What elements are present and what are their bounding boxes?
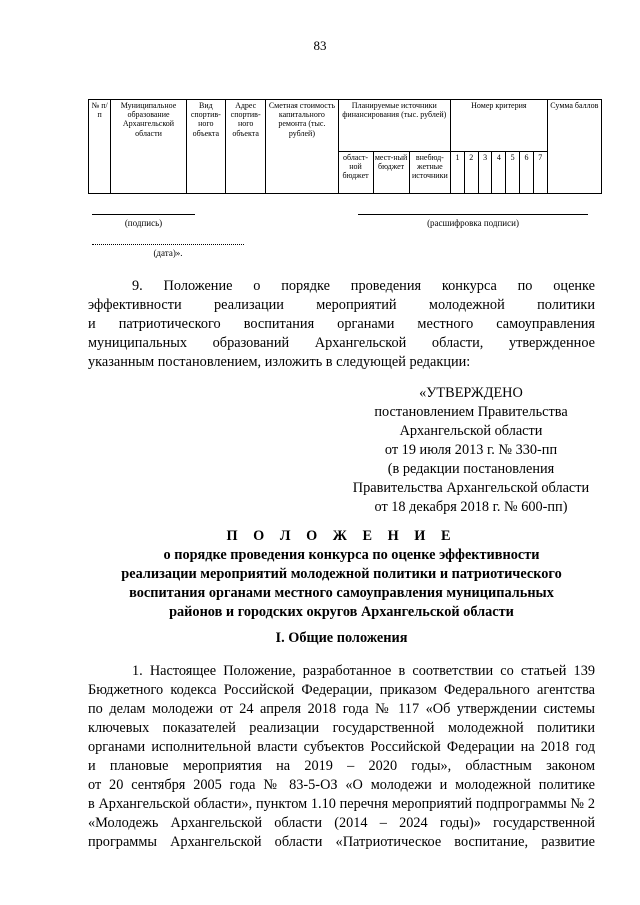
page-number: 83 bbox=[313, 38, 327, 53]
col-number: № п/п bbox=[89, 100, 111, 194]
paragraph-9-line: и патриотического воспитания органами местного самоуправления bbox=[88, 316, 595, 332]
col-object-address: Адрес спортив-ного объекта bbox=[225, 100, 265, 194]
approval-line: «УТВЕРЖДЕНО bbox=[419, 385, 523, 401]
paragraph-1-line: «Молодежь Архангельской области (2014 – 2024 годы)» государственной bbox=[88, 815, 595, 831]
paragraph-1-line: ключевых показателей реализации государственной молодежной политики bbox=[88, 720, 595, 736]
decode-line bbox=[358, 214, 588, 215]
approval-line: от 18 декабря 2018 г. № 600-пп) bbox=[374, 499, 568, 515]
subtitle-line: реализации мероприятий молодежной политики и патриотического bbox=[121, 566, 562, 582]
col-score-sum: Сумма баллов bbox=[547, 100, 601, 194]
subtitle-line: районов и городских округов Архангельской области bbox=[169, 604, 514, 620]
paragraph-9-line: указанным постановлением, изложить в следующей редакции: bbox=[88, 354, 471, 370]
criteria-table bbox=[88, 99, 602, 194]
paragraph-1-line: Бюджетного кодекса Российской Федерации, приказом Федерального агентства bbox=[88, 682, 595, 698]
approval-line: Архангельской области bbox=[399, 423, 543, 439]
col-funding-sources: Планируемые источники финансирования (тыс. рублей) bbox=[338, 100, 451, 152]
col-municipality: Муниципальное образование Архангельской области bbox=[111, 100, 186, 194]
paragraph-9-line: 9. Положение о порядке проведения конкурса по оценке bbox=[132, 278, 595, 294]
paragraph-1-line: в Архангельской области», пунктом 1.10 перечня мероприятий подпрограммы № 2 bbox=[88, 796, 595, 812]
paragraph-1-line: программы Архангельской области «Патриотическое воспитание, развитие bbox=[88, 834, 595, 850]
paragraph-9-line: муниципальных образований Архангельской области, утвержденное bbox=[88, 335, 595, 351]
criterion-2: 2 bbox=[464, 152, 478, 194]
approval-line: постановлением Правительства bbox=[374, 404, 568, 420]
section-title: I. Общие положения bbox=[275, 630, 408, 646]
approval-line: (в редакции постановления bbox=[387, 461, 555, 477]
criterion-1: 1 bbox=[451, 152, 465, 194]
col-repair-cost: Сметная стоимость капитального ремонта (тыс. рублей) bbox=[266, 100, 338, 194]
paragraph-1-line: 1. Настоящее Положение, разработанное в соответствии со статьей 139 bbox=[132, 663, 595, 679]
paragraph-9-line: эффективности реализации мероприятий молодежной политики bbox=[88, 297, 595, 313]
criterion-7: 7 bbox=[533, 152, 547, 194]
col-regional-budget: област-ной бюджет bbox=[338, 152, 373, 194]
date-caption: (дата)». bbox=[153, 248, 183, 258]
criterion-6: 6 bbox=[520, 152, 534, 194]
criterion-3: 3 bbox=[478, 152, 492, 194]
paragraph-1-line: по делам молодежи от 24 апреля 2018 года № 117 «Об утверждении системы bbox=[88, 701, 595, 717]
approval-line: Правительства Архангельской области bbox=[352, 480, 590, 496]
col-object-type: Вид спортив-ного объекта bbox=[186, 100, 225, 194]
criterion-5: 5 bbox=[506, 152, 520, 194]
col-criterion-number: Номер критерия bbox=[451, 100, 548, 152]
criterion-4: 4 bbox=[492, 152, 506, 194]
paragraph-1-line: органами исполнительной власти субъектов Российской Федерации на 2018 год bbox=[88, 739, 595, 755]
subtitle-line: воспитания органами местного самоуправления муниципальных bbox=[129, 585, 554, 601]
approval-line: от 19 июля 2013 г. № 330-пп bbox=[384, 442, 558, 458]
document-title: П О Л О Ж Е Н И Е bbox=[226, 528, 457, 544]
signature-caption: (подпись) bbox=[124, 218, 163, 228]
signature-line bbox=[92, 214, 195, 215]
decode-caption: (расшифровка подписи) bbox=[427, 218, 519, 228]
date-line bbox=[92, 244, 244, 245]
paragraph-1-line: от 20 сентября 2005 года № 83-5-ОЗ «О молодежи и молодежной политике bbox=[88, 777, 595, 793]
col-extrabudgetary: внебюд-жетные источники bbox=[409, 152, 450, 194]
subtitle-line: о порядке проведения конкурса по оценке эффективности bbox=[163, 547, 540, 563]
paragraph-1-line: и плановые мероприятия на 2019 – 2020 годы», областным законом bbox=[88, 758, 595, 774]
col-local-budget: мест-ный бюджет bbox=[373, 152, 409, 194]
